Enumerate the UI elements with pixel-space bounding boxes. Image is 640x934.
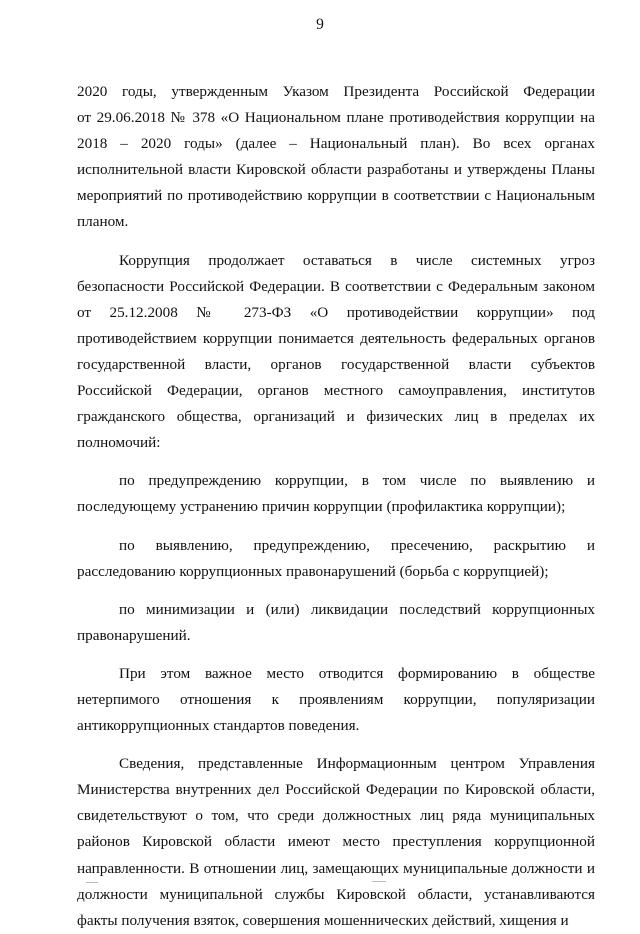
text-line: 2018 – 2020 годы» (далее – Национальный план). Во всех органах [77, 135, 595, 153]
text-line: по минимизации и (или) ликвидации последствий коррупционных [119, 600, 595, 618]
text-line: противодействием коррупции понимается деятельность федеральных органов [77, 329, 595, 347]
text-line: гражданского общества, организаций и физических лиц в пределах их [77, 408, 595, 426]
paragraph [77, 661, 595, 739]
text-line: Коррупция продолжает оставаться в числе системных угроз [119, 251, 595, 269]
text-line: должности муниципальной службы Кировской области, устанавливаются [77, 885, 595, 903]
paragraph-gap [77, 456, 595, 468]
text-line: полномочий: [77, 434, 161, 452]
text-line: планом. [77, 213, 129, 231]
paragraph-gap [77, 521, 595, 533]
text-line: последующему устранению причин коррупции (профилактика коррупции); [77, 498, 566, 516]
text-line: районов Кировской области имеют место преступления коррупционной [77, 833, 595, 851]
paragraph-gap [77, 585, 595, 597]
scan-artifact [86, 882, 98, 883]
text-line: 2020 годы, утвержденным Указом Президента Российской Федерации [77, 83, 595, 100]
paragraph [77, 751, 595, 934]
text-line: безопасности Российской Федерации. В соответствии с Федеральным законом [77, 277, 595, 295]
text-line: Министерства внутренних дел Российской Федерации по Кировской области, [77, 781, 595, 799]
text-line: Российской Федерации, органов местного самоуправления, институтов [77, 382, 595, 400]
text-line: Сведения, представленные Информационным центром Управления [119, 755, 595, 773]
text-line: от 29.06.2018 № 378 «О Национальном плане противодействия коррупции на [77, 109, 595, 127]
text-line: мероприятий по противодействию коррупции в соответствии с Национальным [77, 187, 595, 205]
text-line: При этом важное место отводится формированию в обществе [119, 664, 595, 682]
text-line: направленности. В отношении лиц, замещающих муниципальные должности и [77, 859, 595, 877]
text-line: от 25.12.2008 № 273-ФЗ «О противодействии коррупции» под [77, 303, 595, 321]
text-line: правонарушений. [77, 626, 191, 644]
paragraph-gap [77, 649, 595, 661]
text-line: по выявлению, предупреждению, пресечению, раскрытию и [119, 536, 595, 554]
paragraph [77, 468, 595, 520]
page-number: 9 [316, 16, 324, 33]
scan-artifact [372, 881, 386, 882]
document-body [77, 79, 595, 934]
text-line: государственной власти, органов государственной власти субъектов [77, 355, 595, 373]
text-line: факты получения взяток, совершения мошеннических действий, хищения и [77, 911, 569, 929]
paragraph-gap [77, 236, 595, 248]
paragraph [77, 597, 595, 649]
paragraph [77, 248, 595, 457]
text-line: расследованию коррупционных правонарушений (борьба с коррупцией); [77, 562, 549, 580]
text-line: по предупреждению коррупции, в том числе по выявлению и [119, 472, 595, 490]
text-line: исполнительной власти Кировской области разработаны и утверждены Планы [77, 161, 595, 179]
paragraph [77, 533, 595, 585]
text-line: антикоррупционных стандартов поведения. [77, 717, 360, 735]
text-line: нетерпимого отношения к проявлениям коррупции, популяризации [77, 690, 595, 708]
paragraph-gap [77, 739, 595, 751]
paragraph [77, 79, 595, 236]
text-line: свидетельствуют о том, что среди должностных лиц ряда муниципальных [77, 807, 595, 825]
